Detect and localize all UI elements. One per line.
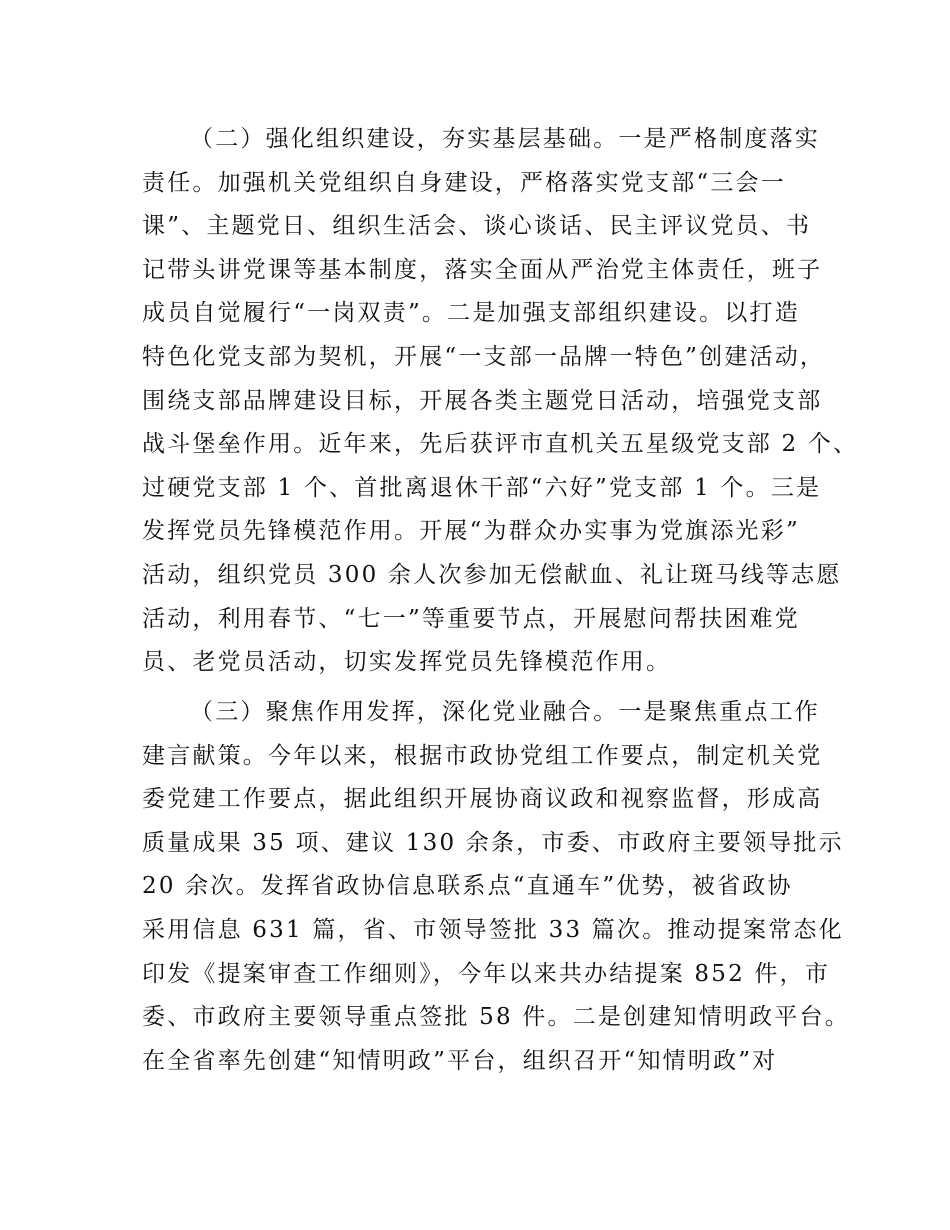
paragraph-line: 过硬党支部 1 个、首批离退休干部“六好”党支部 1 个。三是: [142, 474, 822, 501]
paragraph-line: 在全省率先创建“知情明政”平台，组织召开“知情明政”对: [142, 1047, 778, 1074]
paragraph-line: 特色化党支部为契机，开展“一支部一品牌一特色”创建活动，: [142, 343, 826, 370]
paragraph-line: 活动，利用春节、“七一”等重要节点，开展慰问帮扶困难党: [142, 605, 800, 632]
paragraph-line: 成员自觉履行“一岗双责”。二是加强支部组织建设。以打造: [142, 300, 800, 327]
paragraph-line: 课”、主题党日、组织生活会、谈心谈话、民主评议党员、书: [142, 213, 812, 240]
paragraph-line: 建言献策。今年以来，根据市政协党组工作要点，制定机关党: [142, 742, 823, 769]
paragraph-line: 活动，组织党员 300 余人次参加无偿献血、礼让斑马线等志愿: [142, 561, 842, 588]
paragraph-line: 印发《提案审查工作细则》，今年以来共办结提案 852 件，市: [142, 960, 831, 987]
paragraph-line: 责任。加强机关党组织自身建设，严格落实党支部“三会一: [142, 169, 786, 196]
paragraph-line: 质量成果 35 项、建议 130 余条，市委、市政府主要领导批示: [142, 829, 844, 856]
paragraph-line: 委、市政府主要领导重点签批 58 件。二是创建知情明政平台。: [142, 1004, 850, 1031]
paragraph-line: 20 余次。发挥省政协信息联系点“直通车”优势，被省政协: [142, 873, 793, 900]
paragraph-line: 围绕支部品牌建设目标，开展各类主题党日活动，培强党支部: [142, 387, 823, 414]
paragraph-organization-building: [142, 118, 859, 685]
paragraph-line: 发挥党员先锋模范作用。开展“为群众办实事为党旗添光彩”: [142, 518, 800, 545]
paragraph-line: （二）强化组织建设，夯实基层基础。一是严格制度落实: [190, 126, 820, 152]
paragraph-line: （三）聚焦作用发挥，深化党业融合。一是聚焦重点工作: [190, 699, 820, 725]
paragraph-party-business-integration: [142, 691, 850, 1083]
paragraph-line: 委党建工作要点，据此组织开展协商议政和视察监督，形成高: [142, 786, 823, 813]
paragraph-line: 记带头讲党课等基本制度，落实全面从严治党主体责任，班子: [142, 256, 823, 283]
paragraph-line: 采用信息 631 篇，省、市领导签批 33 篇次。推动提案常态化: [142, 916, 844, 943]
paragraph-line: 员、老党员活动，切实发挥党员先锋模范作用。: [142, 649, 672, 676]
paragraph-line: 战斗堡垒作用。近年来，先后获评市直机关五星级党支部 2 个、: [142, 431, 859, 458]
